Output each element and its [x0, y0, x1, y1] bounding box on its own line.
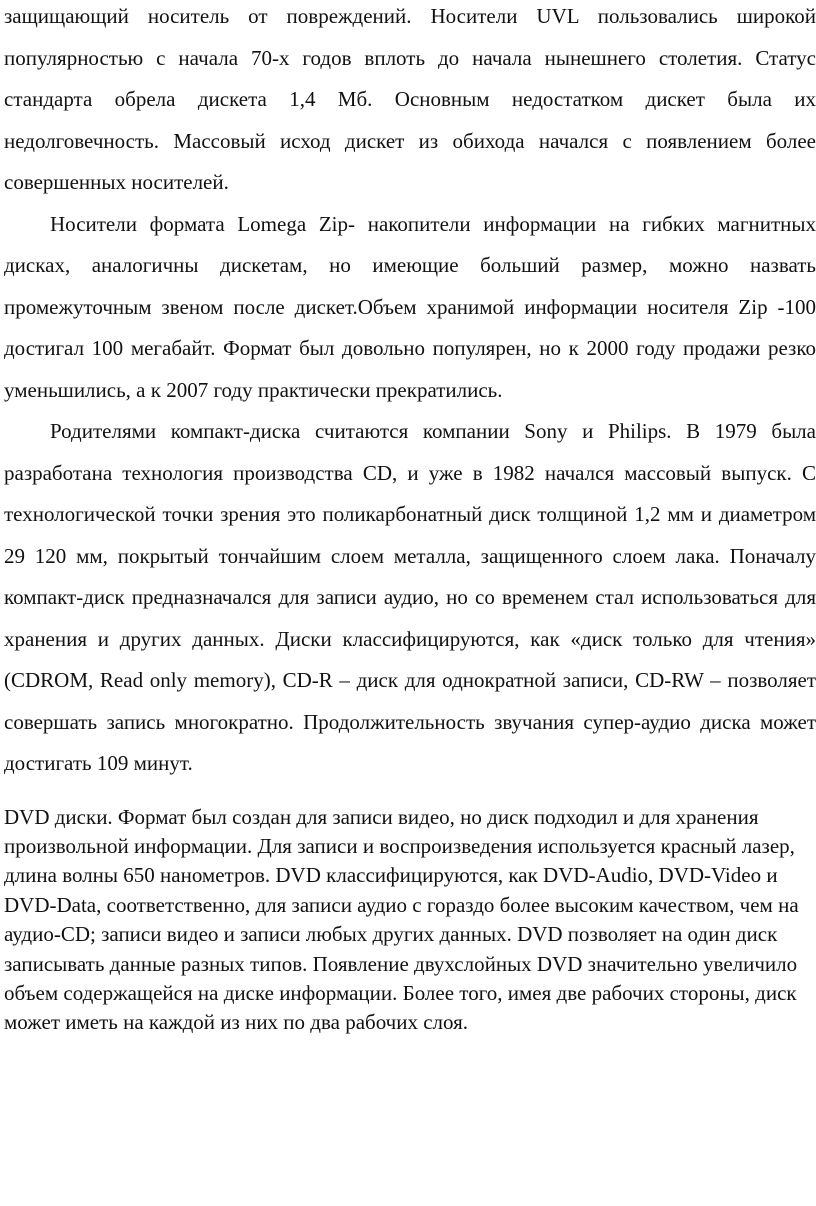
paragraph-zip-drives: Носители формата Lomega Zip- накопители информации на гибких магнитных дисках, аналогичны дискетам, но имеющие больший размер, можно назвать промежуточным звеном после дискет.Объем хранимой информации носителя Zip -100 достигал 100 мегабайт. Формат был довольно популярен, но к 2000 году продажи резко уменьшились, а к 2007 году практически прекратились. [4, 211, 816, 402]
paragraph-dvd-discs: DVD диски. Формат был создан для записи видео, но диск подходил и для хранения произвольной информации. Для записи и воспроизведения используется красный лазер, длина волны 650 нанометров. DVD классифицируются, как DVD-Audio, DVD-Video и DVD-Data, соответственно, для записи аудио с гораздо более высоким качеством, чем на аудио-CD; записи видео и записи любых других данных. DVD позволяет на один диск записывать данные разных типов. Появление двухслойных DVD значительно увеличило объем содержащейся на диске информации. Более того, имея две рабочих стороны, диск может иметь на каждой из них по два рабочих слоя. [4, 804, 799, 1035]
paragraph-floppy-disks: защищающий носитель от повреждений. Носители UVL пользовались широкой популярностью с начала 70-х годов вплоть до начала нынешнего столетия. Статус стандарта обрела дискета 1,4 Мб. Основным недостатком дискет была их недолговечность. Массовый исход дискет из обихода начался с появлением более совершенных носителей. [4, 4, 816, 194]
paragraph-compact-disc: Родителями компакт-диска считаются компании Sony и Philips. В 1979 была разработана технология производства CD, и уже в 1982 начался массовый выпуск. С технологической точки зрения это поликарбонатный диск толщиной 1,2 мм и диаметром 29 120 мм, покрытый тончайшим слоем металла, защищенного слоем лака. Поначалу компакт-диск предназначался для записи аудио, но со временем стал использоваться для хранения и других данных. Диски классифицируются, как «диск только для чтения» (CDROM, Read only memory), CD-R – диск для однократной записи, CD-RW – позволяет совершать запись многократно. Продолжительность звучания супер-аудио диска может достигать 109 минут. [4, 419, 816, 775]
